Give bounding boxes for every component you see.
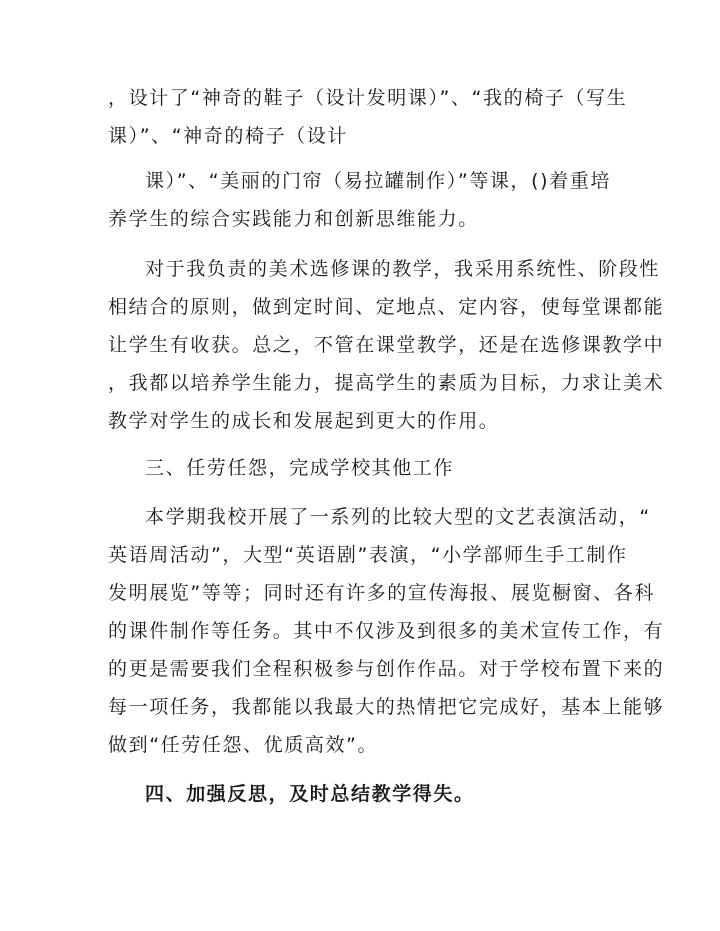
section-heading-3: 三、任劳任怨，完成学校其他工作	[145, 457, 455, 479]
paragraph-1-line-1: ，设计了“神奇的鞋子（设计发明课）”、“我的椅子（写生	[108, 87, 628, 109]
paragraph-3-line-4: ，我都以培养学生能力，提高学生的素质为目标，力求让美术	[108, 372, 665, 394]
paragraph-5-line-4: 的课件制作等任务。其中不仅涉及到很多的美术宣传工作，有	[108, 620, 665, 642]
paragraph-2-line-1: 课）”、“美丽的门帘（易拉罐制作）”等课，()着重培	[145, 170, 611, 192]
paragraph-5-line-7: 做到“任劳任怨、优质高效”。	[108, 734, 379, 756]
paragraph-3-line-3: 让学生有收获。总之，不管在课堂教学，还是在选修课教学中	[108, 334, 665, 356]
paragraph-5-line-6: 每一项任务，我都能以我最大的热情把它完成好，基本上能够	[108, 696, 665, 718]
paragraph-5-line-2: 英语周活动”，大型“英语剧”表演，“小学部师生手工制作	[108, 544, 628, 566]
paragraph-5-line-1: 本学期我校开展了一系列的比较大型的文艺表演活动，“	[145, 506, 651, 528]
paragraph-5-line-5: 的更是需要我们全程积极参与创作作品。对于学校布置下来的	[108, 658, 665, 680]
paragraph-2-line-2: 养学生的综合实践能力和创新思维能力。	[108, 208, 479, 230]
paragraph-1-line-2: 课）”、“神奇的椅子（设计	[108, 125, 348, 147]
paragraph-3-line-5: 教学对学生的成长和发展起到更大的作用。	[108, 410, 500, 432]
paragraph-5-line-3: 发明展览”等等；同时还有许多的宣传海报、展览橱窗、各科	[108, 582, 656, 604]
paragraph-3-line-1: 对于我负责的美术选修课的教学，我采用系统性、阶段性	[145, 258, 661, 280]
paragraph-3-line-2: 相结合的原则，做到定时间、定地点、定内容，使每堂课都能	[108, 296, 665, 318]
section-heading-4: 四、加强反思，及时总结教学得失。	[145, 783, 475, 805]
